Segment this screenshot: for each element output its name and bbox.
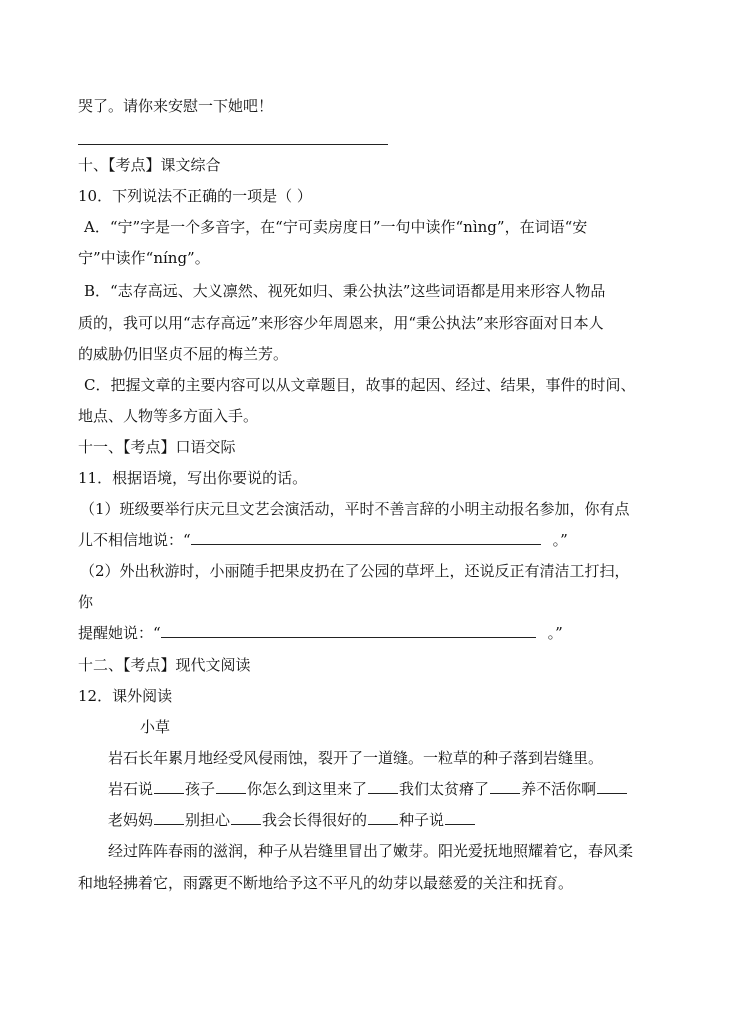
- sub-question-1: （1）班级要举行庆元旦文艺会演活动，平时不善言辞的小明主动报名参加，你有点: [80, 500, 630, 518]
- passage-text: 别担心: [185, 811, 231, 829]
- closing-quote: 。”: [552, 531, 568, 549]
- punctuation-blank[interactable]: [490, 779, 520, 794]
- punctuation-blank[interactable]: [231, 810, 261, 825]
- punctuation-blank[interactable]: [445, 810, 475, 825]
- punctuation-blank[interactable]: [597, 779, 627, 794]
- passage-text: 孩子: [185, 780, 216, 798]
- passage-text: 养不活你啊: [521, 780, 597, 798]
- option-a: A．“宁”字是一个多音字，在“宁可卖房度日”一句中读作“nìng”，在词语“安: [84, 218, 588, 236]
- punctuation-blank[interactable]: [216, 779, 246, 794]
- text-line: 哭了。请你来安慰一下她吧！: [78, 97, 274, 115]
- passage-paragraph: 岩石长年累月地经受风侵雨蚀，裂开了一道缝。一粒草的种子落到岩缝里。: [108, 749, 604, 767]
- passage-text: 我们太贫瘠了: [399, 780, 490, 798]
- option-b-cont: 的威胁仍旧坚贞不屈的梅兰芳。: [78, 345, 289, 363]
- passage-text: 种子说: [399, 811, 445, 829]
- option-b: B．“志存高远、大义凛然、视死如归、秉公执法”这些词语都是用来形容人物品: [84, 282, 606, 300]
- question-11: 11．根据语境，写出你要说的话。: [78, 469, 308, 487]
- section-heading: 十一、【考点】口语交际: [78, 438, 236, 456]
- passage-text: 我会长得很好的: [262, 811, 368, 829]
- passage-text: 岩石说: [108, 780, 154, 798]
- punctuation-blank[interactable]: [368, 810, 398, 825]
- punctuation-row: [108, 810, 476, 830]
- punctuation-blank[interactable]: [154, 810, 184, 825]
- punctuation-blank[interactable]: [154, 779, 184, 794]
- answer-blank[interactable]: [191, 530, 541, 545]
- option-b-cont: 质的，我可以用“志存高远”来形容少年周恩来，用“秉公执法”来形容面对日本人: [78, 314, 604, 332]
- sub-question-2: （2）外出秋游时，小丽随手把果皮扔在了公园的草坪上，还说反正有清洁工打扫，: [80, 562, 630, 580]
- section-heading: 十二、【考点】现代文阅读: [78, 656, 251, 674]
- closing-quote: 。”: [547, 624, 563, 642]
- prompt-text: 儿不相信地说：“: [78, 531, 191, 549]
- answer-line: [78, 144, 388, 145]
- passage-paragraph: 经过阵阵春雨的滋润，种子从岩缝里冒出了嫩芽。阳光爱抚地照耀着它，春风柔: [108, 842, 634, 860]
- punctuation-blank[interactable]: [368, 779, 398, 794]
- passage-title: 小草: [140, 718, 171, 736]
- passage-text: 老妈妈: [108, 811, 154, 829]
- punctuation-row: [108, 779, 628, 799]
- answer-row: [78, 530, 568, 550]
- text-line: 你: [78, 593, 94, 611]
- passage-paragraph-cont: 和地轻拂着它，雨露更不断地给予这不平凡的幼芽以最慈爱的关注和抚育。: [78, 874, 574, 892]
- option-c-cont: 地点、人物等多方面入手。: [78, 407, 259, 425]
- section-heading: 十、【考点】课文综合: [78, 156, 221, 174]
- prompt-text: 提醒她说：“: [78, 624, 161, 642]
- option-c: C．把握文章的主要内容可以从文章题目，故事的起因、经过、结果，事件的时间、: [84, 376, 636, 394]
- passage-text: 你怎么到这里来了: [247, 780, 368, 798]
- option-a-cont: 宁”中读作“níng”。: [78, 249, 210, 267]
- question-10: 10．下列说法不正确的一项是（ ）: [78, 187, 312, 205]
- question-12: 12．课外阅读: [78, 687, 173, 705]
- answer-blank[interactable]: [161, 623, 536, 638]
- answer-row: [78, 623, 563, 643]
